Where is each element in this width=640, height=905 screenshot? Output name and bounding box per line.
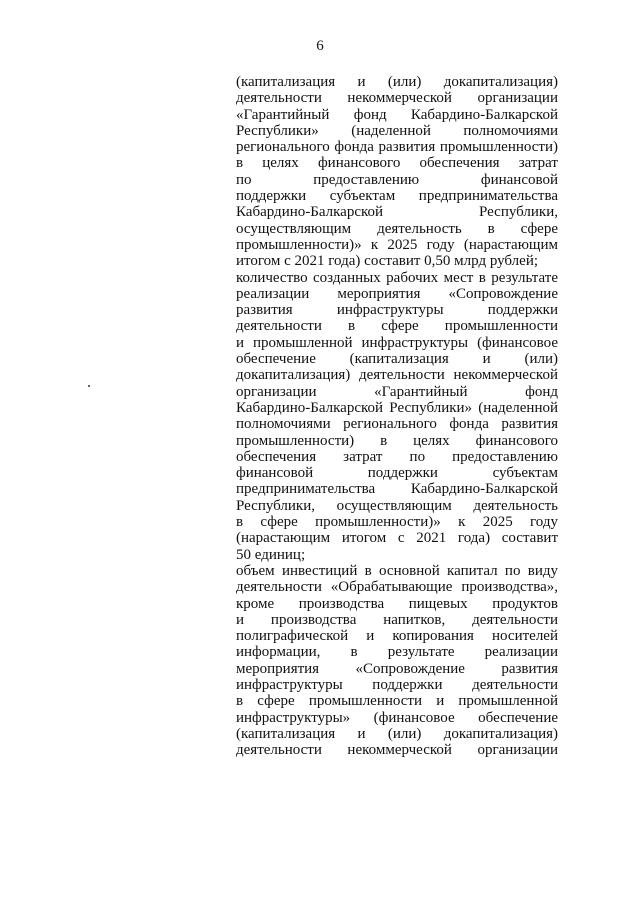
text-line: поддержки субъектам предпринимательства	[236, 188, 558, 205]
text-line: объем инвестиций в основной капитал по виду	[236, 562, 558, 579]
text-line: Республики, осуществляющим деятельность	[236, 497, 558, 514]
text-line: докапитализация) деятельности некоммерческой	[236, 367, 558, 384]
paragraph-2	[236, 270, 558, 563]
text-line: промышленности)» к 2025 году (нарастающим	[236, 236, 558, 253]
text-line: деятельности «Обрабатывающие производства»,	[236, 579, 558, 596]
text-line: в сфере промышленности)» к 2025 году	[236, 514, 558, 531]
text-line: обеспечение (капитализация и (или)	[236, 351, 558, 368]
paragraph-3	[236, 563, 558, 759]
text-line: информации, в результате реализации	[236, 644, 558, 661]
page-number: 6	[316, 38, 324, 54]
paragraph-1	[236, 74, 558, 270]
text-line: регионального фонда развития промышленности)	[236, 139, 558, 156]
text-line: в сфере промышленности и промышленной	[236, 693, 558, 710]
text-line: деятельности некоммерческой организации	[236, 742, 558, 759]
text-line: Кабардино-Балкарской Республики» (наделенной	[236, 399, 558, 416]
text-line: Республики» (наделенной полномочиями	[236, 122, 558, 139]
text-line: обеспечения затрат по предоставлению	[236, 448, 558, 465]
text-line: количество созданных рабочих мест в результате	[236, 269, 558, 286]
text-line: и производства напитков, деятельности	[236, 611, 558, 628]
text-line: в целях финансового обеспечения затрат	[236, 155, 558, 172]
text-line: Кабардино-Балкарской Республики,	[236, 204, 558, 221]
text-line: кроме производства пищевых продуктов	[236, 595, 558, 612]
text-line: и промышленной инфраструктуры (финансовое	[236, 334, 558, 351]
text-line: мероприятия «Сопровождение развития	[236, 660, 558, 677]
text-line: инфраструктуры поддержки деятельности	[236, 676, 558, 693]
text-line: «Гарантийный фонд Кабардино-Балкарской	[236, 106, 558, 123]
text-line: деятельности некоммерческой организации	[236, 90, 558, 107]
text-line: полномочиями регионального фонда развития	[236, 416, 558, 433]
body-text	[236, 74, 558, 758]
text-line: 50 единиц;	[236, 546, 306, 563]
text-line: инфраструктуры» (финансовое обеспечение	[236, 709, 558, 726]
text-line: (капитализация и (или) докапитализация)	[236, 725, 558, 742]
text-line: осуществляющим деятельность в сфере	[236, 220, 558, 237]
text-line: по предоставлению финансовой	[236, 171, 558, 188]
scan-speck	[88, 385, 90, 387]
text-line: (капитализация и (или) докапитализация)	[236, 74, 558, 90]
text-line: итогом с 2021 года) составит 0,50 млрд рублей;	[236, 253, 539, 270]
text-line: (нарастающим итогом с 2021 года) составит	[236, 530, 558, 547]
text-line: развития инфраструктуры поддержки	[236, 302, 558, 319]
text-line: организации «Гарантийный фонд	[236, 383, 558, 400]
text-line: деятельности в сфере промышленности	[236, 318, 558, 335]
text-line: промышленности) в целях финансового	[236, 432, 558, 449]
text-line: предпринимательства Кабардино-Балкарской	[236, 481, 558, 498]
text-line: полиграфической и копирования носителей	[236, 628, 558, 645]
text-line: реализации мероприятия «Сопровождение	[236, 285, 558, 302]
text-line: финансовой поддержки субъектам	[236, 465, 558, 482]
